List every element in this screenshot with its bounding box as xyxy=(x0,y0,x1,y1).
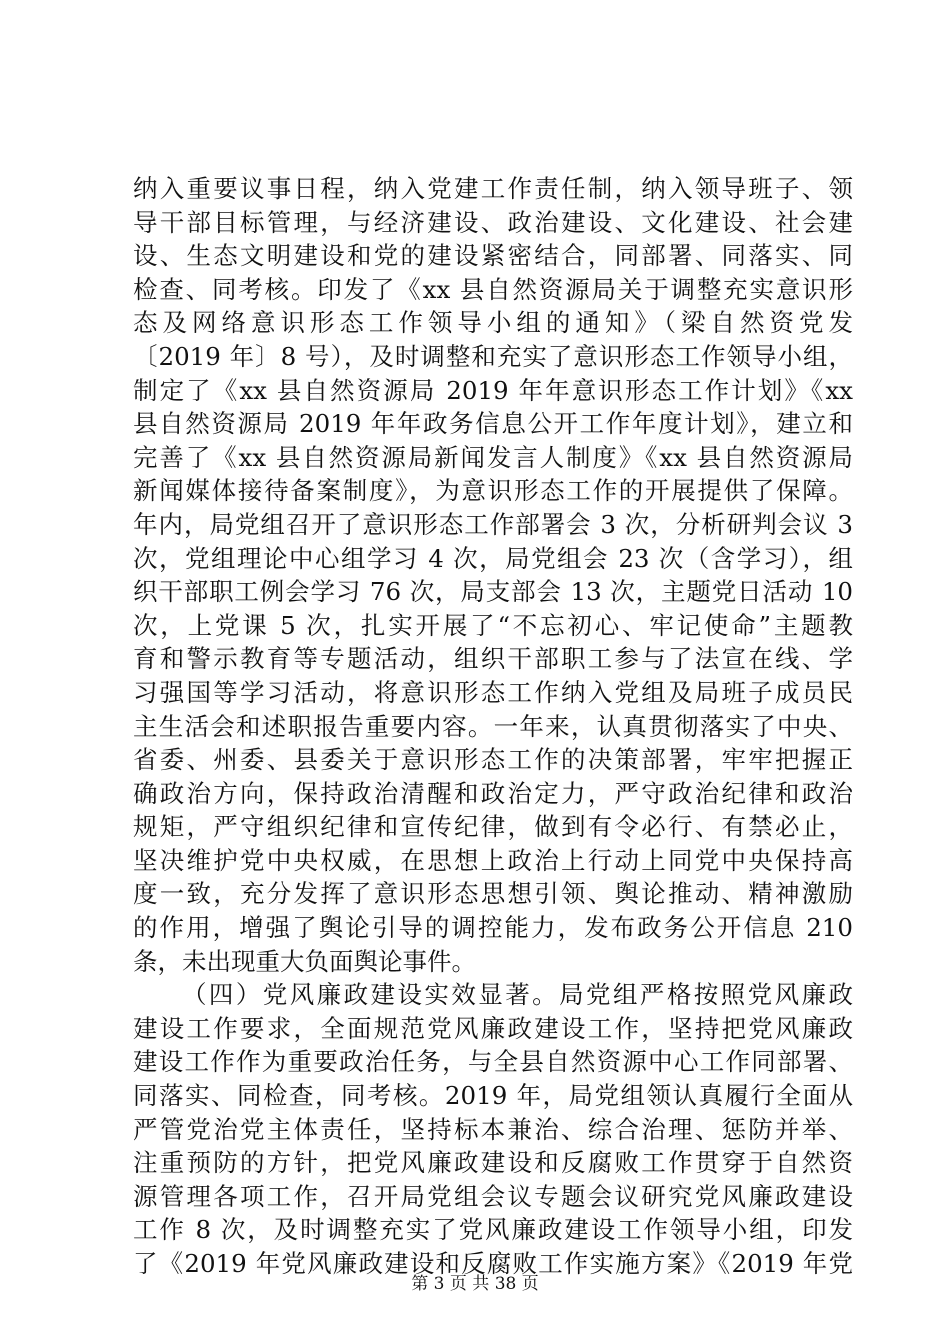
text-line: 纳入重要议事日程，纳入党建工作责任制，纳入领导班子、领 xyxy=(133,174,853,203)
text-line: 织干部职工例会学习 76 次，局支部会 13 次，主题党日活动 10 xyxy=(133,577,853,607)
text-line: 〔2019 年〕8 号），及时调整和充实了意识形态工作领导小组， xyxy=(133,341,853,371)
text-line: 新闻媒体接待备案制度》，为意识形态工作的开展提供了保障。 xyxy=(133,476,853,506)
text-line: 严管党治党主体责任，坚持标本兼治、综合治理、惩防并举、 xyxy=(133,1114,853,1144)
page-footer xyxy=(0,1272,950,1296)
text-line: 制定了《xx 县自然资源局 2019 年年意识形态工作计划》《xx xyxy=(133,375,853,405)
text-line: 次，上党课 5 次，扎实开展了“不忘初心、牢记使命”主题教 xyxy=(133,610,853,640)
text-line: 建设工作作为重要政治任务，与全县自然资源中心工作同部署、 xyxy=(133,1047,853,1077)
text-line: 态及网络意识形态工作领导小组的通知》（梁自然资党发 xyxy=(133,308,853,338)
text-line: 规矩，严守组织纪律和宣传纪律，做到有令必行、有禁必止， xyxy=(133,812,853,842)
text-line: 县自然资源局 2019 年年政务信息公开工作年度计划》，建立和 xyxy=(133,409,853,439)
paragraph-ideology-work xyxy=(133,172,853,978)
text-line: 省委、州委、县委关于意识形态工作的决策部署，牢牢把握正 xyxy=(133,745,853,775)
text-line: 了《2019 年党风廉政建设和反腐败工作实施方案》《2019 年党 xyxy=(133,1249,853,1278)
text-line: 建设工作要求，全面规范党风廉政建设工作，坚持把党风廉政 xyxy=(133,1013,853,1043)
text-line: 完善了《xx 县自然资源局新闻发言人制度》《xx 县自然资源局 xyxy=(133,442,853,472)
text-line: 习强国等学习活动，将意识形态工作纳入党组及局班子成员民 xyxy=(133,677,853,707)
text-line: 主生活会和述职报告重要内容。一年来，认真贯彻落实了中央、 xyxy=(133,711,853,741)
text-line: 源管理各项工作，召开局党组会议专题会议研究党风廉政建设 xyxy=(133,1181,853,1211)
text-line: 导干部目标管理，与经济建设、政治建设、文化建设、社会建 xyxy=(133,207,853,237)
text-line: 育和警示教育等专题活动，组织干部职工参与了法宣在线、学 xyxy=(133,644,853,674)
page-number-label: 第 3 页 共 38 页 xyxy=(411,1274,539,1294)
text-line: 检查、同考核。印发了《xx 县自然资源局关于调整充实意识形 xyxy=(133,274,853,304)
text-line: （四）党风廉政建设实效显著。局党组严格按照党风廉政 xyxy=(182,980,853,1010)
text-line: 同落实、同检查，同考核。2019 年，局党组领认真履行全面从 xyxy=(133,1081,853,1111)
text-line: 注重预防的方针，把党风廉政建设和反腐败工作贯穿于自然资 xyxy=(133,1148,853,1178)
text-line: 确政治方向，保持政治清醒和政治定力，严守政治纪律和政治 xyxy=(133,778,853,808)
text-line: 次，党组理论中心组学习 4 次，局党组会 23 次（含学习），组 xyxy=(133,543,853,573)
text-line: 度一致，充分发挥了意识形态思想引领、舆论推动、精神激励 xyxy=(133,879,853,909)
text-line: 坚决维护党中央权威，在思想上政治上行动上同党中央保持高 xyxy=(133,845,853,875)
document-body xyxy=(133,172,853,1281)
text-line: 设、生态文明建设和党的建设紧密结合，同部署、同落实、同 xyxy=(133,241,853,271)
text-line: 的作用，增强了舆论引导的调控能力，发布政务公开信息 210 xyxy=(133,913,853,943)
text-line: 条，未出现重大负面舆论事件。 xyxy=(133,946,476,976)
text-line: 年内，局党组召开了意识形态工作部署会 3 次，分析研判会议 3 xyxy=(133,509,853,539)
paragraph-clean-governance xyxy=(133,978,853,1280)
text-line: 工作 8 次，及时调整充实了党风廉政建设工作领导小组，印发 xyxy=(133,1215,853,1245)
